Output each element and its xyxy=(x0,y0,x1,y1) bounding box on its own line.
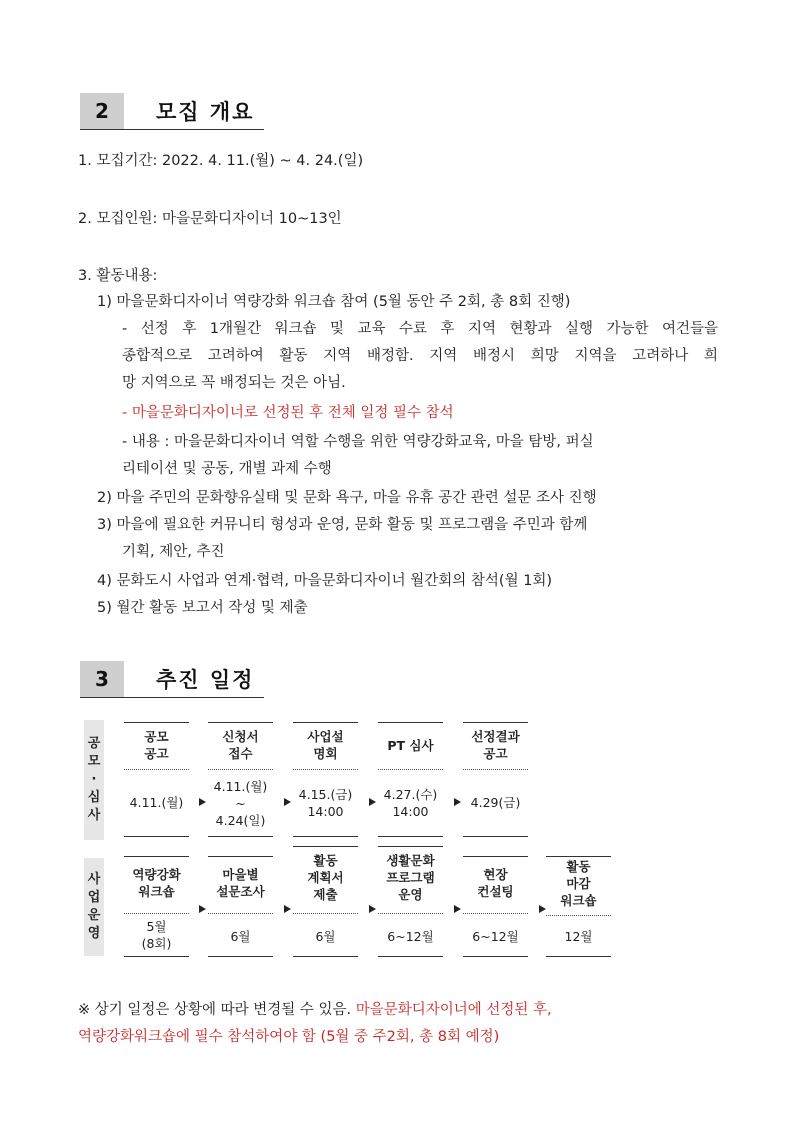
section-underline xyxy=(80,697,264,698)
activity-1-detail-line3: 망 지역으로 꼭 배정되는 것은 아님. xyxy=(122,375,346,391)
schedule-step: 마을별 설문조사 6월 xyxy=(208,856,273,958)
arrow-icon xyxy=(454,905,461,913)
schedule-step: 신청서 접수 4.11.(월) ~ 4.24(일) xyxy=(208,722,273,840)
arrow-icon xyxy=(284,798,291,806)
schedule-note-line2: 역량강화워크숍에 필수 참석하여야 함 (5월 중 주2회, 총 8회 예정) xyxy=(78,1029,500,1045)
activity-1-detail-line1: - 선정 후 1개월간 워크숍 및 교육 수료 후 지역 현황과 실행 가능한 여건들을 xyxy=(122,321,718,337)
arrow-icon xyxy=(369,798,376,806)
activity-1-content-line1: - 내용 : 마을문화디자이너 역할 수행을 위한 역량강화교육, 마을 탐방, 퍼실 xyxy=(122,434,594,450)
arrow-icon xyxy=(199,905,206,913)
activity-1: 1) 마을문화디자이너 역량강화 워크숍 참여 (5월 동안 주 2회, 총 8회 진행) xyxy=(97,294,571,310)
activity-1-content-line2: 리테이션 및 공동, 개별 과제 수행 xyxy=(122,461,332,477)
row-label-recruit-review: 공 모 · 심 사 xyxy=(84,720,104,840)
schedule-step: 생활문화 프로그램 운영 6~12월 xyxy=(378,846,443,958)
section-title: 모집 개요 xyxy=(156,100,255,124)
activity-2: 2) 마을 주민의 문화향유실태 및 문화 욕구, 마을 유휴 공간 관련 설문 조사 진행 xyxy=(97,490,597,506)
arrow-icon xyxy=(369,905,376,913)
schedule-step: 활동 마감 워크숍 12월 xyxy=(546,856,611,958)
section-2-header xyxy=(80,92,254,130)
activity-1-required-notice: - 마을문화디자이너로 선정된 후 전체 일정 필수 참석 xyxy=(122,405,454,421)
activity-3-line1: 3) 마을에 필요한 커뮤니티 형성과 운영, 문화 활동 및 프로그램을 주민과 함께 xyxy=(97,517,588,533)
schedule-step: 공모 공고 4.11.(월) xyxy=(124,722,189,840)
arrow-icon xyxy=(454,798,461,806)
schedule-note-line1: ※ 상기 일정은 상황에 따라 변경될 수 있음. 마을문화디자이너에 선정된 후, xyxy=(78,1002,552,1018)
schedule-step: 사업설 명회 4.15.(금) 14:00 xyxy=(293,722,358,840)
section-underline xyxy=(80,129,264,130)
section-title: 추진 일정 xyxy=(156,668,255,692)
schedule-step: 활동 계획서 제출 6월 xyxy=(293,846,358,958)
activity-heading: 3. 활동내용: xyxy=(78,268,158,284)
section-number: 3 xyxy=(80,661,124,697)
schedule-step: 선정결과 공고 4.29(금) xyxy=(463,722,528,840)
schedule-step: PT 심사 4.27.(수) 14:00 xyxy=(378,722,443,840)
arrow-icon xyxy=(539,905,546,913)
activity-3-line2: 기획, 제안, 추진 xyxy=(122,544,225,560)
section-number: 2 xyxy=(80,93,124,129)
recruit-period: 1. 모집기간: 2022. 4. 11.(월) ~ 4. 24.(일) xyxy=(78,153,364,169)
activity-4: 4) 문화도시 사업과 연계·협력, 마을문화디자이너 월간회의 참석(월 1회) xyxy=(97,573,553,589)
row-label-project-operation: 사 업 운 영 xyxy=(84,858,104,956)
activity-5: 5) 월간 활동 보고서 작성 및 제출 xyxy=(97,600,308,616)
recruit-count: 2. 모집인원: 마을문화디자이너 10~13인 xyxy=(78,211,342,227)
activity-1-detail-line2: 종합적으로 고려하여 활동 지역 배정함. 지역 배정시 희망 지역을 고려하나 희 xyxy=(122,348,718,364)
arrow-icon xyxy=(284,905,291,913)
arrow-icon xyxy=(199,798,206,806)
schedule-step: 역량강화 워크숍 5월 (8회) xyxy=(124,856,189,958)
schedule-step: 현장 컨설팅 6~12월 xyxy=(463,856,528,958)
section-3-header xyxy=(80,660,254,698)
